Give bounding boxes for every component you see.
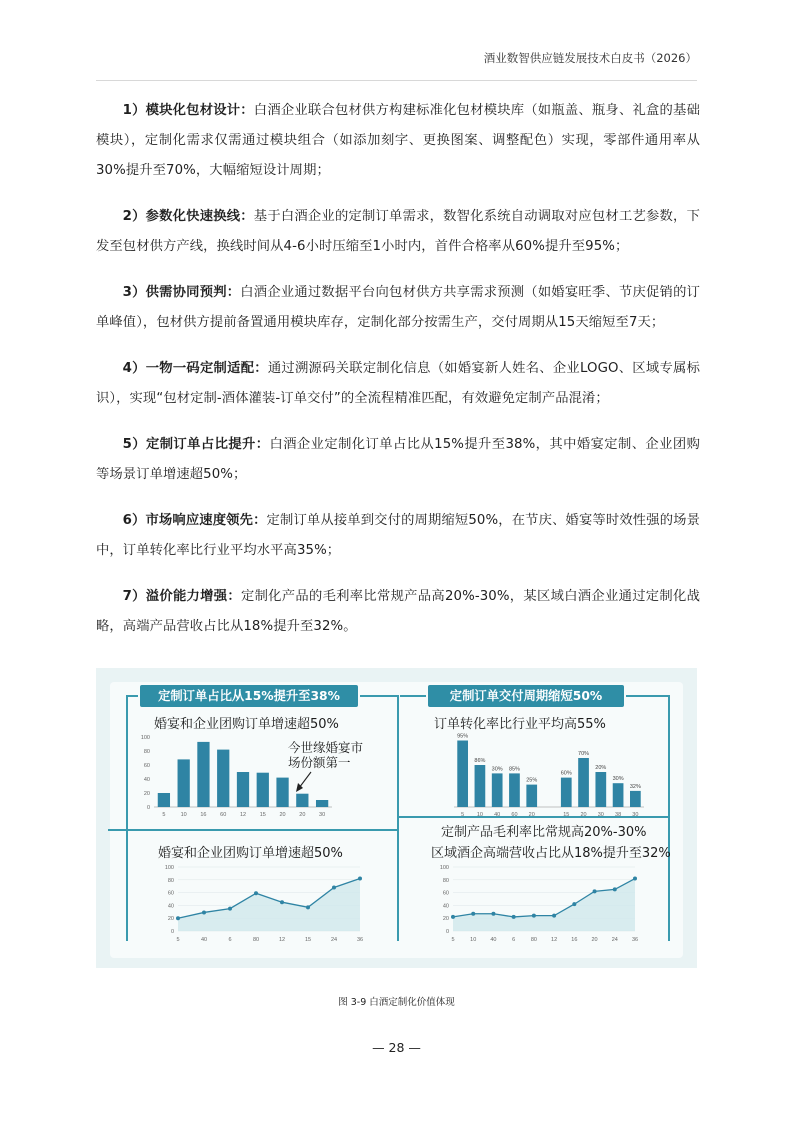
frame-line-right: [668, 695, 670, 941]
paragraph-lead: 6）市场响应速度领先：: [122, 513, 267, 528]
data-point: [358, 877, 362, 881]
chart-title-line-left: 婚宴和企业团购订单增速超50%: [158, 846, 343, 861]
bar-chart-orders: [136, 733, 336, 823]
y-tick-label: 0: [170, 929, 174, 935]
area-fill: [453, 879, 635, 931]
bar: [178, 759, 190, 807]
bar: [158, 793, 170, 807]
data-point: [471, 912, 475, 916]
x-tick-label: 24: [611, 937, 618, 943]
bar: [457, 741, 468, 808]
bar: [316, 800, 328, 807]
y-tick-label: 20: [143, 791, 150, 797]
line-chart-orders: [156, 863, 366, 948]
page-number: — 28 —: [372, 1040, 421, 1055]
x-tick-label: 5: [176, 937, 180, 943]
x-tick-label: 5: [451, 937, 455, 943]
bar-chart-conversion: [448, 733, 648, 823]
y-tick-label: 60: [167, 890, 174, 897]
data-point: [254, 891, 258, 895]
figure-caption: 图 3-9 白酒定制化价值体现: [338, 997, 455, 1008]
bar: [613, 783, 624, 807]
data-point: [512, 915, 516, 919]
data-point: [332, 885, 336, 889]
paragraph-lead: 7）溢价能力增强：: [122, 589, 241, 604]
paragraph-text: 定制订单从接单到交付的周期缩短50%，在节庆、婚宴等时效性强的场景中，订单转化率比行业平均水平高35%；: [96, 513, 700, 558]
data-point: [491, 912, 495, 916]
data-point: [176, 916, 180, 920]
frame-line-left: [126, 695, 128, 941]
x-tick-label: 5: [162, 812, 166, 818]
x-tick-label: 10: [476, 812, 483, 818]
page-header: 酒业数智供应链发展技术白皮书（2026）: [483, 51, 697, 65]
paragraph-lead: 4）一物一码定制适配：: [122, 361, 268, 376]
bar: [217, 750, 229, 807]
y-tick-label: 100: [140, 735, 150, 741]
x-tick-label: 60: [220, 812, 227, 818]
chart-title-line-right: 定制产品毛利率比常规高20%-30%: [441, 825, 647, 840]
x-tick-label: 5: [461, 812, 465, 818]
y-tick-label: 80: [167, 877, 174, 884]
header-rule: [96, 80, 697, 81]
x-tick-label: 60: [511, 812, 518, 818]
x-tick-label: 36: [631, 937, 639, 943]
paragraph-text: 白酒企业通过数据平台向包材供方共享需求预测（如婚宴旺季、节庆促销的订单峰值），包材供方提前备置通用模块库存，定制化部分按需生产，交付周期从15天缩短至7天；: [96, 285, 700, 330]
x-tick-label: 40: [494, 812, 501, 818]
paragraph: [96, 430, 700, 490]
y-tick-label: 20: [167, 916, 174, 923]
banner-left: 定制订单占比从15%提升至38%: [140, 685, 358, 707]
x-tick-label: 12: [278, 937, 286, 943]
x-tick-label: 15: [563, 812, 570, 818]
bar-value-label: 20%: [595, 765, 607, 771]
line-chart-margin: [431, 863, 641, 948]
banner-right: 定制订单交付周期缩短50%: [428, 685, 624, 707]
x-tick-label: 15: [304, 937, 312, 943]
paragraph: [96, 202, 700, 262]
x-tick-label: 10: [180, 812, 187, 818]
frame-line-top-right: [400, 695, 426, 697]
bar: [475, 765, 486, 807]
x-tick-label: 80: [252, 937, 260, 943]
y-tick-label: 20: [442, 916, 449, 923]
bar-value-label: 60%: [560, 770, 572, 777]
bar: [492, 773, 503, 807]
x-tick-label: 30: [597, 812, 604, 818]
x-tick-label: 36: [356, 937, 364, 943]
x-tick-label: 80: [530, 937, 537, 943]
paragraph-text: 白酒企业联合包材供方构建标准化包材模块库（如瓶盖、瓶身、礼盒的基础模块），定制化需求仅需通过模块组合（如添加刻字、更换图案、调整配色）实现，零部件通用率从30%提升至70%，大幅缩短设计周期；: [96, 103, 700, 178]
x-tick-label: 16: [571, 937, 578, 943]
y-tick-label: 100: [439, 865, 449, 871]
data-point: [633, 877, 637, 881]
bar: [561, 778, 572, 807]
bar: [197, 742, 209, 807]
bar-value-label: 25%: [526, 777, 538, 784]
bar: [595, 772, 606, 807]
infographic-figure: [96, 668, 697, 968]
paragraph: [96, 506, 700, 566]
body-text: [96, 96, 700, 658]
x-tick-label: 10: [470, 937, 477, 943]
y-tick-label: 40: [167, 903, 174, 910]
paragraph: [96, 96, 700, 186]
y-tick-label: 100: [164, 865, 174, 871]
y-tick-label: 80: [442, 877, 449, 884]
bar: [237, 772, 249, 807]
x-tick-label: 20: [279, 812, 286, 818]
paragraph: [96, 582, 700, 642]
bar: [526, 785, 537, 807]
data-point: [593, 889, 597, 893]
frame-line-middle-left: [108, 829, 397, 831]
bar-value-label: 32%: [629, 783, 641, 790]
bar: [257, 773, 269, 807]
frame-line-center: [397, 695, 399, 941]
x-tick-label: 30: [319, 812, 326, 818]
paragraph-lead: 5）定制订单占比提升：: [122, 437, 270, 452]
paragraph-text: 通过溯源码关联定制化信息（如婚宴新人姓名、企业LOGO、区域专属标识），实现“包材定制-酒体灌装-订单交付”的全流程精准匹配，有效避免定制产品混淆；: [96, 361, 700, 406]
data-point: [451, 915, 455, 919]
data-point: [280, 900, 284, 904]
x-tick-label: 20: [299, 812, 306, 818]
y-tick-label: 40: [442, 903, 449, 910]
y-tick-label: 0: [146, 805, 150, 811]
frame-line-top-left-2: [360, 695, 397, 697]
x-tick-label: 30: [632, 812, 639, 818]
data-point: [202, 910, 206, 914]
bar-value-label: 95%: [457, 733, 469, 740]
paragraph-lead: 2）参数化快速换线：: [122, 209, 254, 224]
y-tick-label: 60: [442, 890, 449, 897]
bar: [630, 791, 641, 807]
y-tick-label: 40: [143, 777, 150, 783]
y-tick-label: 0: [445, 929, 449, 935]
bar-value-label: 86%: [474, 758, 486, 764]
bar: [509, 773, 520, 807]
paragraph-text: 白酒企业定制化订单占比从15%提升至38%，其中婚宴定制、企业团购等场景订单增速超50%；: [96, 437, 700, 482]
bar: [276, 778, 288, 807]
x-tick-label: 20: [591, 937, 598, 943]
x-tick-label: 12: [239, 812, 247, 818]
callout-text: 今世缘婚宴市场份额第一: [288, 740, 364, 770]
data-point: [613, 887, 617, 891]
bar-value-label: 85%: [508, 766, 520, 773]
data-point: [306, 905, 310, 909]
bar-value-label: 30%: [491, 766, 503, 773]
x-tick-label: 40: [200, 937, 208, 943]
x-tick-label: 16: [200, 812, 207, 818]
chart-title-bar-right: 订单转化率比行业平均高55%: [434, 717, 606, 732]
bar-value-label: 70%: [578, 751, 590, 757]
paragraph-text: 基于白酒企业的定制订单需求，数智化系统自动调取对应包材工艺参数，下发至包材供方产线，换线时间从4-6小时压缩至1小时内，首件合格率从60%提升至95%；: [96, 209, 700, 254]
frame-line-top-right-2: [626, 695, 668, 697]
x-tick-label: 24: [330, 937, 338, 943]
y-tick-label: 80: [143, 749, 150, 755]
bar-value-label: 30%: [612, 776, 624, 783]
data-point: [532, 914, 536, 918]
paragraph: [96, 354, 700, 414]
bar: [296, 794, 308, 807]
y-tick-label: 60: [143, 763, 150, 769]
bar: [578, 758, 589, 807]
x-tick-label: 38: [615, 812, 622, 818]
chart-subtitle-line-right: 区域酒企高端营收占比从18%提升至32%: [431, 846, 671, 861]
data-point: [572, 902, 576, 906]
paragraph-lead: 3）供需协同预判：: [122, 285, 241, 300]
x-tick-label: 6: [228, 937, 232, 943]
paragraph-text: 定制化产品的毛利率比常规产品高20%-30%，某区域白酒企业通过定制化战略，高端产品营收占比从18%提升至32%。: [96, 589, 700, 634]
x-tick-label: 40: [490, 937, 497, 943]
x-tick-label: 15: [259, 812, 266, 818]
paragraph: [96, 278, 700, 338]
data-point: [228, 907, 232, 911]
x-tick-label: 20: [580, 812, 587, 818]
chart-title-bar-left: 婚宴和企业团购订单增速超50%: [154, 717, 339, 732]
x-tick-label: 6: [512, 937, 516, 943]
data-point: [552, 914, 556, 918]
paragraph-lead: 1）模块化包材设计：: [122, 103, 254, 118]
x-tick-label: 20: [528, 812, 535, 818]
x-tick-label: 12: [551, 937, 558, 943]
